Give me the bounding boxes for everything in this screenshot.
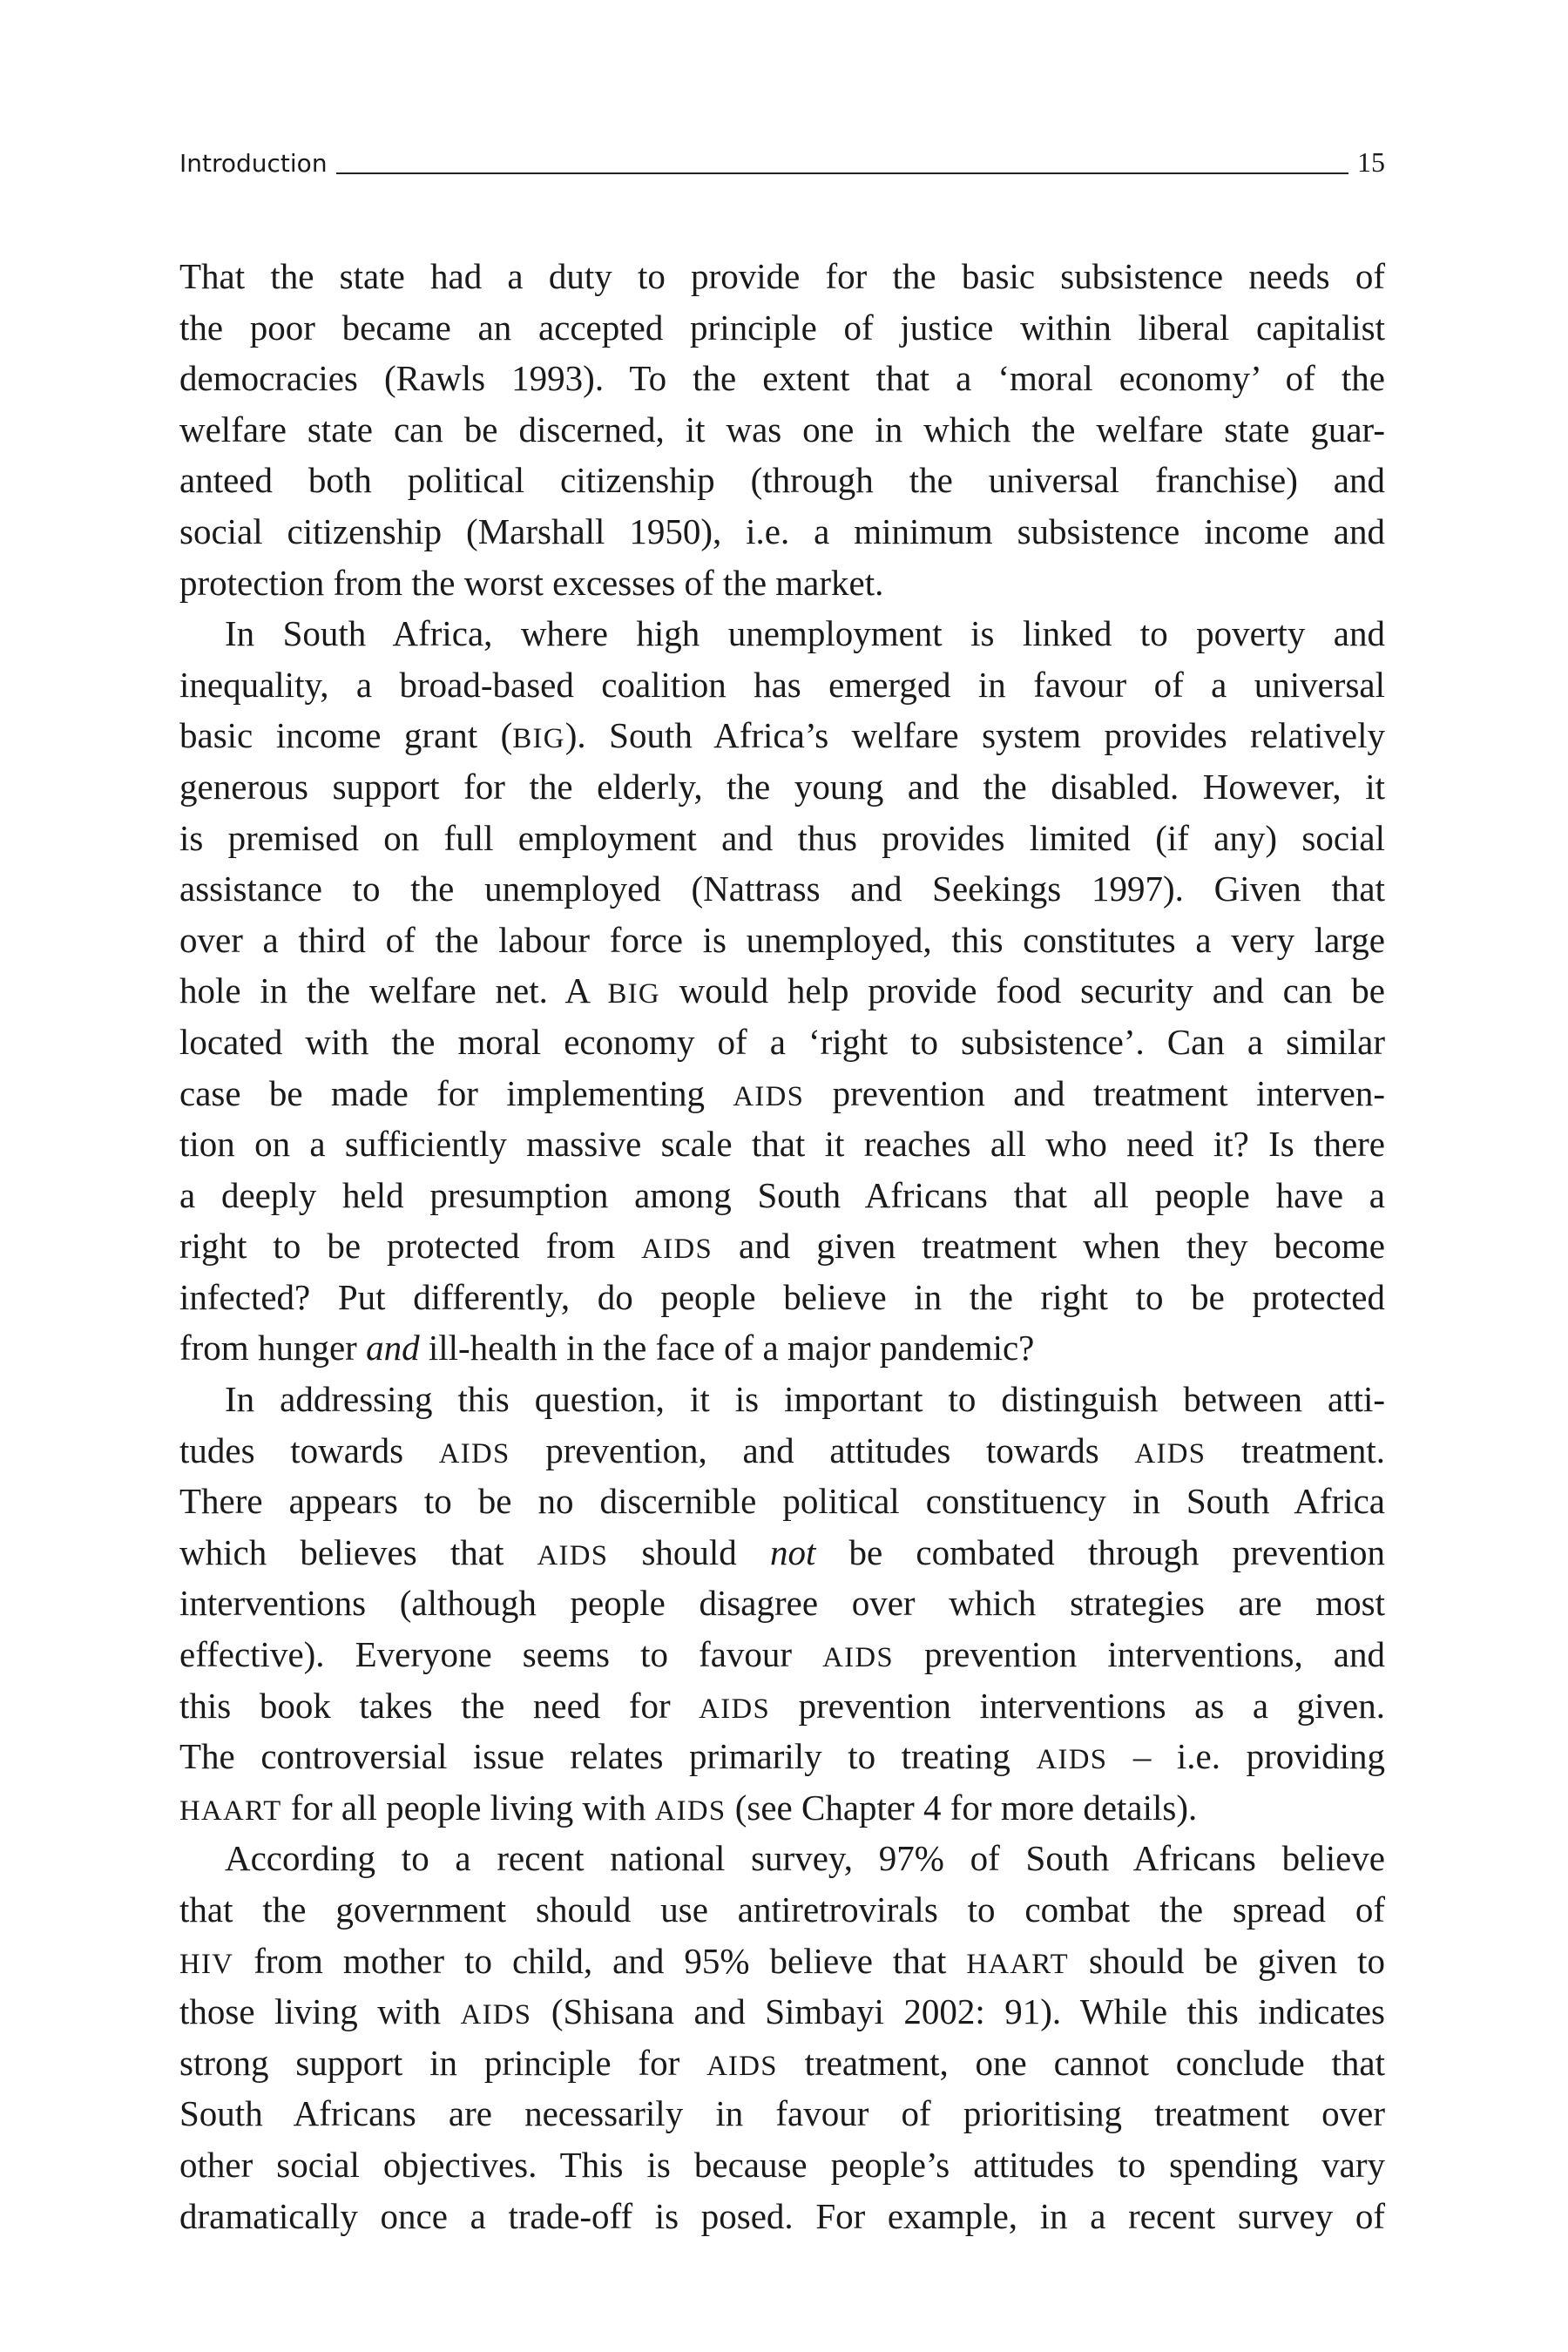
- text-line: [179, 1374, 1385, 1425]
- text-run: tion on a sufficiently massive scale that it reaches all who need it? Is there: [179, 1124, 1385, 1165]
- text-run: dramatically once a trade-off is posed. For example, in a recent survey of: [179, 2195, 1385, 2236]
- text-run: prevention, and attitudes towards: [510, 1429, 1135, 1470]
- text-line: [179, 302, 1385, 354]
- text-line: [179, 813, 1385, 864]
- text-line: [179, 506, 1385, 558]
- text-run: social citizenship (Marshall 1950), i.e. a minimum subsistence income and: [179, 510, 1385, 551]
- small-caps-acronym: AIDS: [654, 1794, 727, 1827]
- text-run: In addressing this question, it is important to distinguish between atti-: [225, 1379, 1385, 1420]
- text-run: ill-health in the face of a major pandemic?: [419, 1328, 1035, 1369]
- text-line: [179, 608, 1385, 659]
- text-run: welfare state can be discerned, it was one in which the welfare state guar-: [179, 409, 1385, 449]
- text-run: those living with: [179, 1991, 461, 2032]
- text-line: [179, 915, 1385, 966]
- page-number: 15: [1357, 146, 1385, 178]
- small-caps-acronym: AIDS: [1036, 1744, 1108, 1776]
- text-run: be combated through prevention: [815, 1531, 1385, 1572]
- text-line: [179, 1527, 1385, 1578]
- small-caps-acronym: AIDS: [733, 1080, 805, 1112]
- text-run: right to be protected from: [179, 1226, 642, 1267]
- text-run: a deeply held presumption among South Africans that all people have a: [179, 1174, 1385, 1215]
- text-line: [179, 1884, 1385, 1936]
- small-caps-acronym: AIDS: [699, 1693, 771, 1725]
- text-line: [179, 1272, 1385, 1323]
- text-run: should be given to: [1068, 1940, 1385, 1981]
- text-run: should: [608, 1531, 770, 1572]
- small-caps-acronym: BIG: [607, 978, 660, 1010]
- text-run: inequality, a broad-based coalition has emerged in favour of a universal: [179, 664, 1385, 705]
- text-line: [179, 1936, 1385, 1987]
- text-line: [179, 1731, 1385, 1782]
- text-line: [179, 1017, 1385, 1068]
- text-line: [179, 2088, 1385, 2139]
- small-caps-acronym: AIDS: [1134, 1437, 1206, 1470]
- text-run: treatment.: [1206, 1429, 1385, 1470]
- text-line: [179, 863, 1385, 915]
- text-run: There appears to be no discernible political constituency in South Africa: [179, 1481, 1385, 1522]
- small-caps-acronym: AIDS: [438, 1437, 510, 1470]
- text-run: prevention interventions, and: [893, 1634, 1385, 1675]
- text-run: tudes towards: [179, 1429, 439, 1470]
- text-line: [179, 710, 1385, 761]
- text-run: treatment, one cannot conclude that: [777, 2042, 1385, 2083]
- small-caps-acronym: AIDS: [537, 1539, 609, 1571]
- small-caps-acronym: AIDS: [460, 1999, 532, 2031]
- text-run: – i.e. providing: [1107, 1736, 1385, 1777]
- paragraph: [179, 251, 1385, 608]
- small-caps-acronym: HAART: [179, 1794, 282, 1827]
- text-run: other social objectives. This is because people’s attitudes to spending vary: [179, 2144, 1385, 2185]
- text-run: That the state had a duty to provide for the basic subsistence needs of: [179, 256, 1385, 296]
- text-line: [179, 2038, 1385, 2089]
- text-run: is premised on full employment and thus provides limited (if any) social: [179, 817, 1385, 858]
- text-line: [179, 1119, 1385, 1170]
- text-run: over a third of the labour force is unemployed, this constitutes a very large: [179, 919, 1385, 960]
- text-line: [179, 1476, 1385, 1527]
- text-run: from mother to child, and 95% believe that: [233, 1940, 967, 1981]
- text-line: [179, 1578, 1385, 1629]
- text-line: [179, 251, 1385, 302]
- text-run: effective). Everyone seems to favour: [179, 1634, 823, 1675]
- text-line: [179, 1833, 1385, 1884]
- text-line: [179, 1322, 1385, 1374]
- text-run: According to a recent national survey, 97% of South Africans believe: [225, 1838, 1385, 1879]
- text-run: ). South Africa’s welfare system provides relatively: [564, 715, 1385, 756]
- text-run: (Shisana and Simbayi 2002: 91). While this indicates: [531, 1991, 1385, 2032]
- text-run: for all people living with: [281, 1787, 655, 1828]
- text-run: In South Africa, where high unemployment is linked to poverty and: [225, 613, 1385, 654]
- text-run: (see Chapter 4 for more details).: [726, 1787, 1198, 1828]
- header-rule: [336, 172, 1348, 174]
- text-run: this book takes the need for: [179, 1685, 700, 1726]
- small-caps-acronym: AIDS: [706, 2050, 778, 2082]
- text-run: would help provide food security and can be: [659, 970, 1385, 1011]
- text-line: [179, 2191, 1385, 2242]
- text-run: The controversial issue relates primarily to treating: [179, 1736, 1037, 1777]
- text-line: [179, 1986, 1385, 2038]
- text-run: which believes that: [179, 1531, 537, 1572]
- text-line: [179, 353, 1385, 404]
- small-caps-acronym: AIDS: [641, 1233, 713, 1266]
- text-run: infected? Put differently, do people believe in the right to be protected: [179, 1276, 1385, 1317]
- small-caps-acronym: HIV: [179, 1948, 234, 1980]
- paragraph: [179, 1374, 1385, 1833]
- text-line: [179, 1220, 1385, 1272]
- text-run: hole in the welfare net. A: [179, 970, 608, 1011]
- running-header: [179, 138, 1385, 176]
- text-run: strong support in principle for: [179, 2042, 707, 2083]
- text-run: case be made for implementing: [179, 1072, 733, 1113]
- text-line: [179, 558, 1385, 609]
- small-caps-acronym: HAART: [966, 1948, 1069, 1980]
- text-run: prevention and treatment interven-: [804, 1072, 1385, 1113]
- text-line: [179, 1782, 1385, 1834]
- paragraph: [179, 1833, 1385, 2241]
- text-line: [179, 1629, 1385, 1680]
- text-run: prevention interventions as a given.: [770, 1685, 1385, 1726]
- text-line: [179, 761, 1385, 813]
- text-run: and given treatment when they become: [713, 1226, 1385, 1267]
- text-line: [179, 1425, 1385, 1477]
- text-run: democracies (Rawls 1993). To the extent that a ‘moral economy’ of the: [179, 358, 1385, 399]
- text-run: that the government should use antiretrovirals to combat the spread of: [179, 1889, 1385, 1930]
- text-line: [179, 1068, 1385, 1119]
- text-run: basic income grant (: [179, 715, 513, 756]
- text-run: located with the moral economy of a ‘right to subsistence’. Can a similar: [179, 1021, 1385, 1062]
- body-text: [179, 251, 1385, 2241]
- text-line: [179, 965, 1385, 1017]
- text-run: interventions (although people disagree over which strategies are most: [179, 1583, 1385, 1624]
- text-run: protection from the worst excesses of the market.: [179, 562, 884, 603]
- italic-emphasis: not: [769, 1531, 816, 1572]
- text-run: from hunger: [179, 1328, 367, 1369]
- paragraph: [179, 608, 1385, 1374]
- text-line: [179, 455, 1385, 506]
- text-run: anteed both political citizenship (through the universal franchise) and: [179, 460, 1385, 501]
- text-line: [179, 659, 1385, 711]
- small-caps-acronym: AIDS: [822, 1642, 894, 1674]
- text-line: [179, 1680, 1385, 1732]
- text-line: [179, 2139, 1385, 2191]
- running-title: Introduction: [179, 149, 328, 178]
- text-line: [179, 1170, 1385, 1221]
- small-caps-acronym: BIG: [512, 723, 565, 755]
- italic-emphasis: and: [366, 1328, 420, 1369]
- text-run: assistance to the unemployed (Nattrass and Seekings 1997). Given that: [179, 868, 1385, 909]
- text-run: generous support for the elderly, the young and the disabled. However, it: [179, 766, 1385, 807]
- text-run: the poor became an accepted principle of justice within liberal capitalist: [179, 307, 1385, 348]
- text-line: [179, 404, 1385, 456]
- text-run: South Africans are necessarily in favour of prioritising treatment over: [179, 2093, 1385, 2134]
